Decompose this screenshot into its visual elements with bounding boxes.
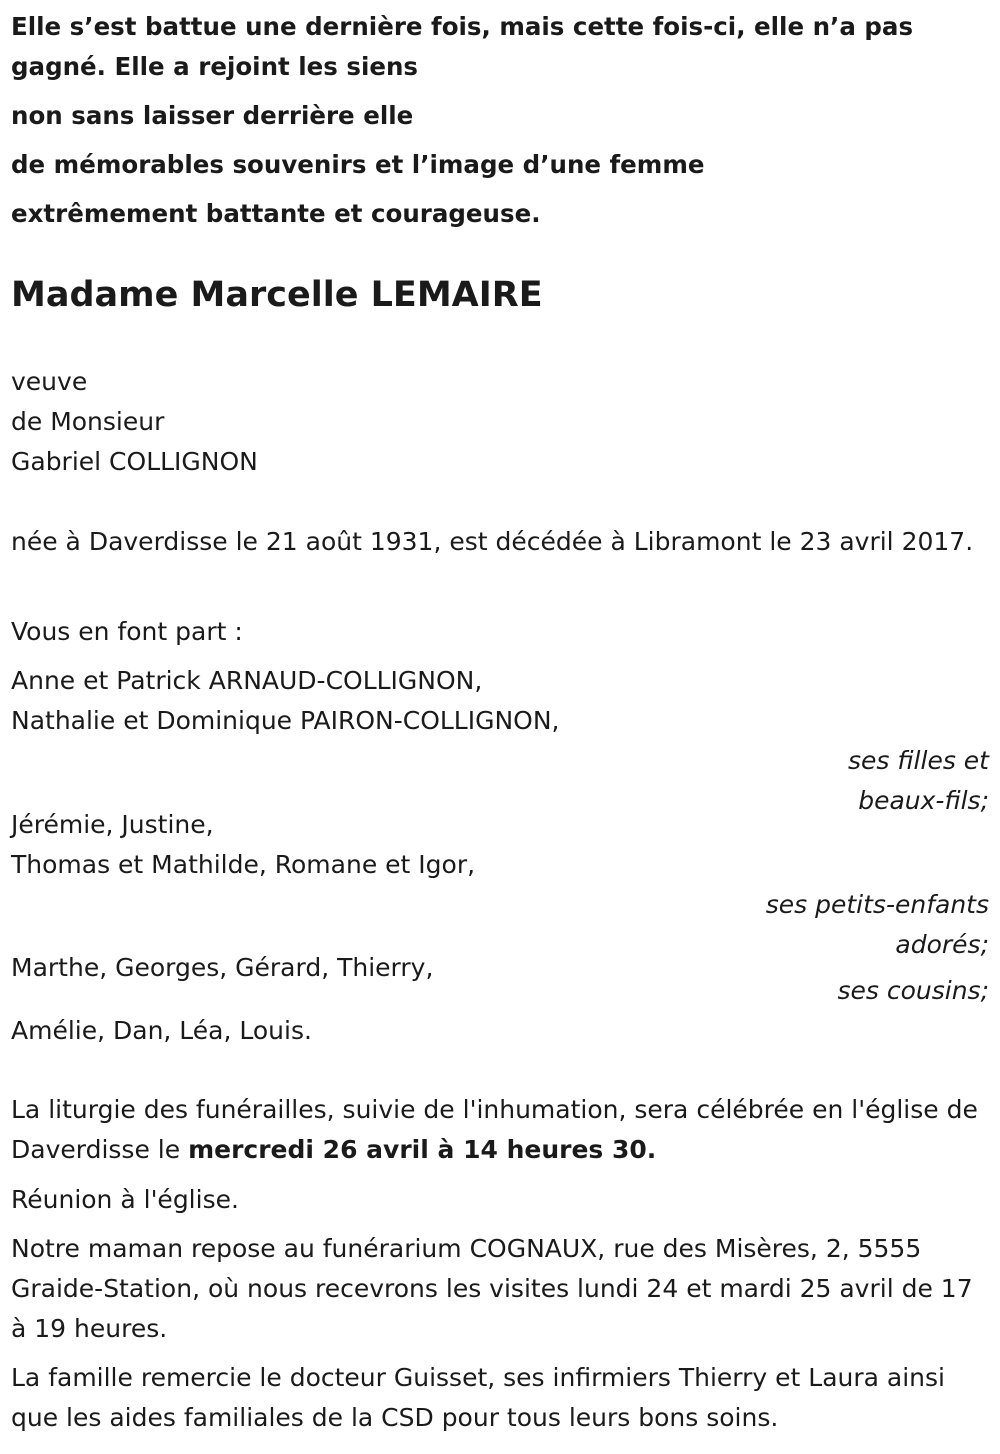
intro-line: Elle s’est battue une dernière fois, mais cette fois-ci, elle n’a pas gagné. Elle a rejoint les siens [11,12,914,81]
relation-line: beaux-fils; [858,786,989,815]
family-line: Amélie, Dan, Léa, Louis. [11,1016,312,1045]
birth-death-text: née à Daverdisse le 21 août 1931, est décédée à Libramont le 23 avril 2017. [11,527,974,556]
intro-line: de mémorables souvenirs et l’image d’une femme [11,150,705,179]
family-others [11,1011,989,1051]
thanks-info [11,1358,989,1438]
liturgy-text [11,1090,989,1170]
rest-info [11,1229,989,1349]
announcement-text: Vous en font part : [11,617,243,646]
liturgy-plain: La liturgie des funérailles, suivie de l'inhumation, sera célébrée en l'église de Daverdisse le [11,1095,978,1164]
announcement [11,612,989,652]
family-line: Jérémie, Justine, [11,810,214,839]
relation-line: ses cousins; [837,976,989,1005]
thanks-text: La famille remercie le docteur Guisset, ses infirmiers Thierry et Laura ainsi que les aides familiales de la CSD pour tous leurs bons soins. [11,1363,945,1432]
widow-line: de Monsieur [11,407,165,436]
relation-line: adorés; [895,930,989,959]
relation-line: ses filles et [848,746,989,775]
liturgy-info [11,1090,989,1170]
intro-line: non sans laisser derrière elle [11,101,414,130]
family-daughters [11,661,989,821]
relation-line: ses petits-enfants [765,890,989,919]
meeting-text: Réunion à l'église. [11,1185,239,1214]
family-line: Thomas et Mathilde, Romane et Igor, [11,850,476,879]
family-line: Anne et Patrick ARNAUD-COLLIGNON, [11,666,483,695]
widow-of [11,362,989,482]
intro-line: extrêmement battante et courageuse. [11,199,541,228]
liturgy-datetime: mercredi 26 avril à 14 heures 30. [188,1135,657,1164]
meeting-info [11,1180,989,1220]
rest-text: Notre maman repose au funérarium COGNAUX, rue des Misères, 2, 5555 Graide-Station, où nous recevrons les visites lundi 24 et mardi 25 avril de 17 à 19 heures. [11,1234,973,1343]
family-line: Marthe, Georges, Gérard, Thierry, [11,953,434,982]
widow-line: veuve [11,367,88,396]
family-grandchildren [11,805,989,965]
family-line: Nathalie et Dominique PAIRON-COLLIGNON, [11,706,560,735]
cousins-relation [11,971,989,1011]
deceased-name: Madame Marcelle LEMAIRE [11,275,543,315]
intro-text [11,7,991,243]
birth-death-info [11,522,989,562]
widow-line: Gabriel COLLIGNON [11,447,258,476]
